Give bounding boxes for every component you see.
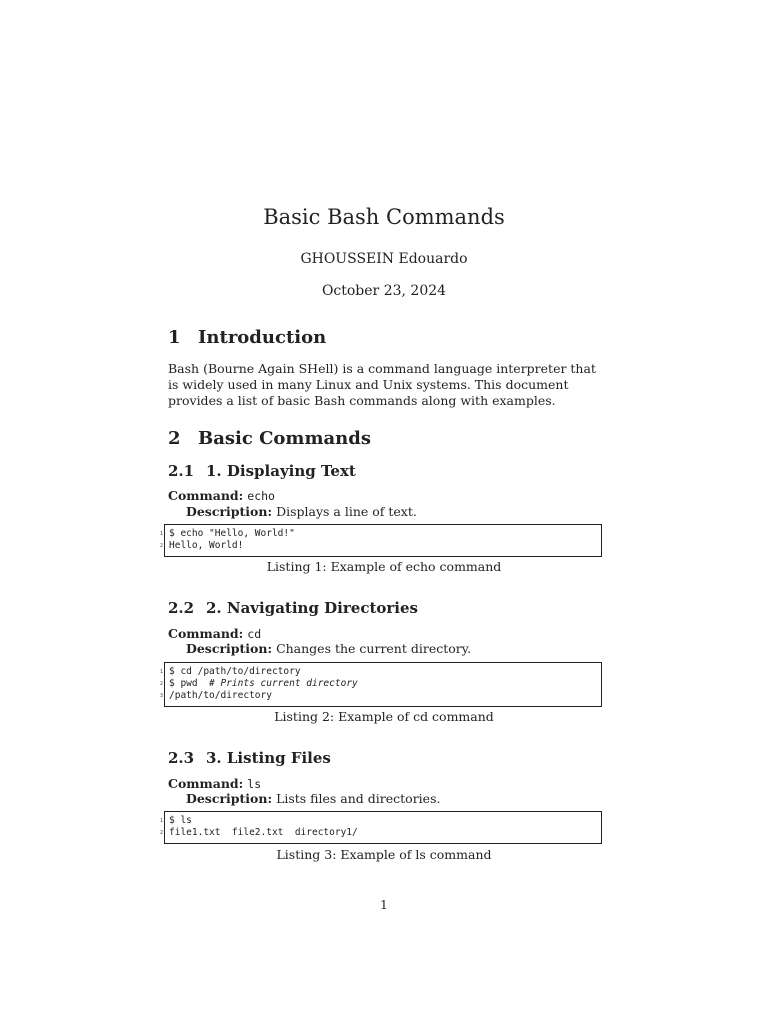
- description-line: [186, 791, 440, 806]
- description-label: Description:: [186, 791, 273, 806]
- code-line: [159, 540, 597, 552]
- section-heading-basic-commands: [168, 428, 371, 449]
- subsection-heading-navigating-directories: [168, 599, 418, 617]
- line-number: 1: [159, 531, 163, 537]
- command-label: Command:: [168, 626, 244, 641]
- section-number: 2: [168, 428, 181, 449]
- code-line: [159, 815, 597, 827]
- command-line: [168, 626, 261, 641]
- description-text: Lists files and directories.: [276, 791, 441, 806]
- code-line: [159, 666, 597, 678]
- listing-caption: Listing 2: Example of cd command: [274, 709, 494, 724]
- code-text: Hello, World!: [169, 540, 244, 551]
- command-name: ls: [247, 777, 262, 791]
- code-comment: # Prints current directory: [209, 678, 358, 689]
- code-line: [159, 678, 597, 690]
- introduction-paragraph: Bash (Bourne Again SHell) is a command language interpreter that is widely used in many Linux and Unix systems. This document provides a list of basic Bash commands along with examples.: [168, 361, 596, 408]
- listing-caption: Listing 1: Example of echo command: [266, 559, 502, 574]
- description-text: Displays a line of text.: [276, 504, 417, 519]
- code-text: /path/to/directory: [169, 690, 272, 701]
- command-line: [168, 776, 261, 791]
- code-text: $ cd /path/to/directory: [169, 666, 301, 677]
- code-listing-2: [159, 662, 602, 707]
- line-number: 1: [159, 669, 163, 675]
- line-number: 3: [159, 693, 163, 699]
- section-number: 1: [168, 327, 181, 348]
- subsection-heading-displaying-text: [168, 462, 356, 480]
- description-label: Description:: [186, 504, 273, 519]
- description-text: Changes the current directory.: [276, 641, 472, 656]
- section-title: Basic Commands: [198, 428, 371, 449]
- code-text: $ pwd: [169, 678, 210, 689]
- document-date: October 23, 2024: [321, 283, 447, 299]
- section-title: Introduction: [198, 327, 327, 348]
- command-line: [168, 488, 275, 503]
- code-line: [159, 827, 597, 839]
- line-number: 2: [159, 830, 163, 836]
- subsection-heading-listing-files: [168, 749, 331, 767]
- command-name: cd: [247, 627, 262, 641]
- code-listing-3: [159, 811, 602, 844]
- subsection-number: 2.2: [168, 599, 195, 617]
- subsection-number: 2.3: [168, 749, 195, 767]
- description-line: [186, 504, 417, 519]
- code-line: [159, 690, 597, 702]
- code-text: file1.txt file2.txt directory1/: [169, 827, 358, 838]
- page-number: 1: [380, 898, 388, 912]
- line-number: 2: [159, 543, 163, 549]
- code-line: [159, 528, 597, 540]
- description-line: [186, 641, 471, 656]
- line-number: 2: [159, 681, 163, 687]
- listing-caption: Listing 3: Example of ls command: [276, 847, 492, 862]
- line-number: 1: [159, 818, 163, 824]
- code-listing-1: [159, 524, 602, 557]
- subsection-title: 1. Displaying Text: [206, 462, 356, 480]
- command-name: echo: [247, 489, 275, 503]
- command-label: Command:: [168, 776, 244, 791]
- subsection-number: 2.1: [168, 462, 195, 480]
- document-title: Basic Bash Commands: [263, 205, 505, 229]
- subsection-title: 3. Listing Files: [206, 749, 331, 767]
- command-label: Command:: [168, 488, 244, 503]
- subsection-title: 2. Navigating Directories: [206, 599, 418, 617]
- code-text: $ echo "Hello, World!": [169, 528, 295, 539]
- description-label: Description:: [186, 641, 273, 656]
- document-author: GHOUSSEIN Edouardo: [300, 251, 468, 267]
- code-text: $ ls: [169, 815, 192, 826]
- section-heading-introduction: [168, 327, 326, 348]
